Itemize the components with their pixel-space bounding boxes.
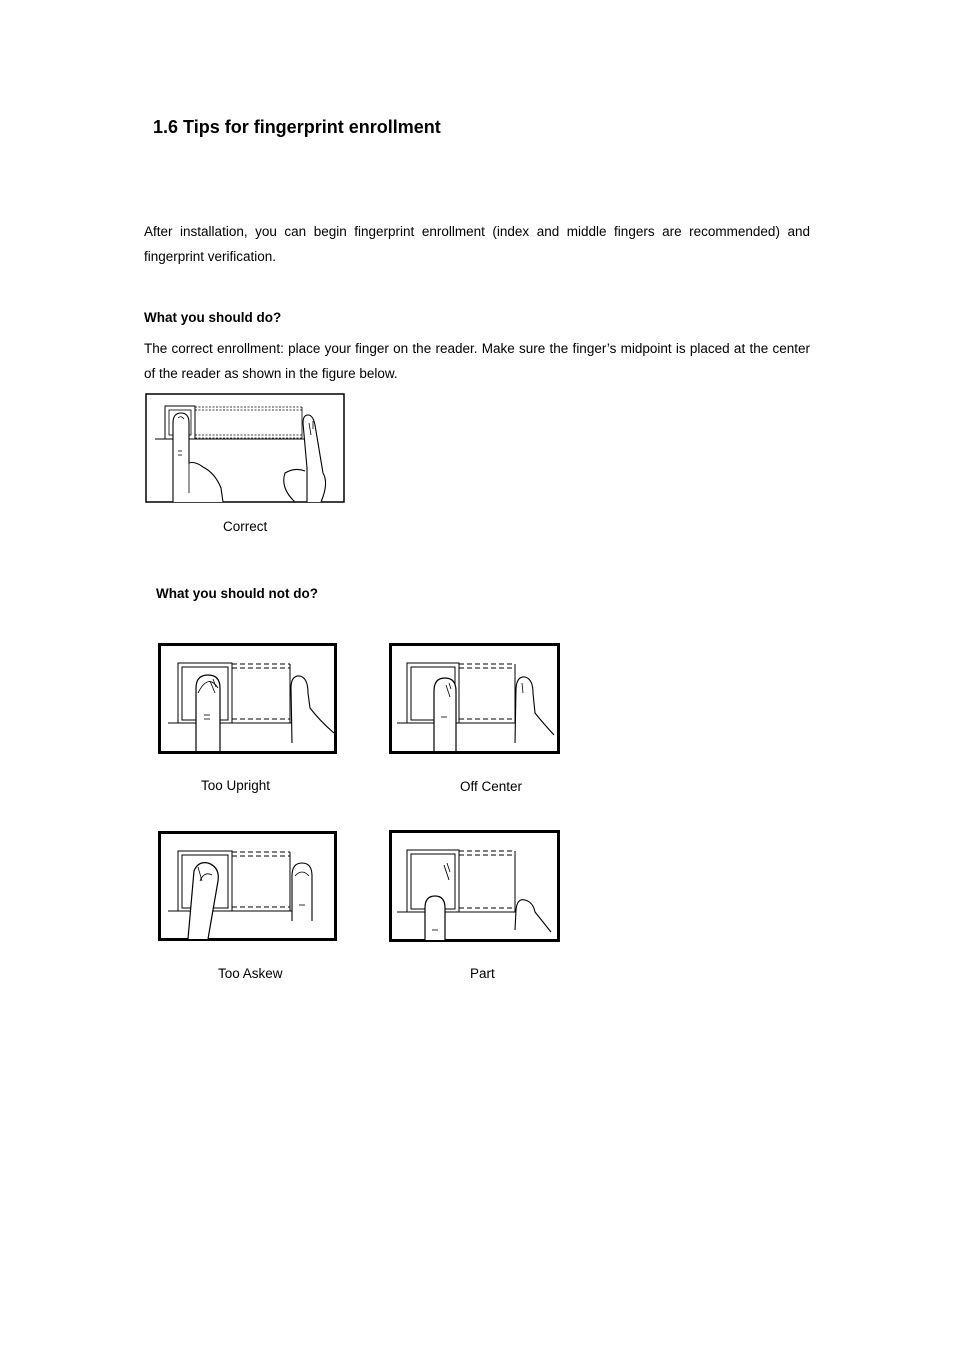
off-center-caption: Off Center [460,779,523,794]
dont-heading: What you should not do? [156,586,318,601]
fingerprint-reader-correct-illustration [145,393,345,503]
correct-figure [145,393,345,503]
too-askew-figure [158,831,337,941]
too-upright-caption: Too Upright [201,778,271,793]
too-upright-figure [158,643,337,754]
off-center-figure [389,643,560,754]
fingerprint-reader-off-center-illustration [389,643,560,754]
too-askew-caption: Too Askew [218,966,283,981]
do-paragraph: The correct enrollment: place your finger on the reader. Make sure the finger’s midpoint is placed at the center of the reader as shown in the figure below. [144,341,810,381]
intro-paragraph: After installation, you can begin fingerprint enrollment (index and middle fingers are recommended) and fingerprint verification. [144,224,810,264]
fingerprint-reader-too-askew-illustration [158,831,337,941]
correct-caption: Correct [223,519,268,534]
do-heading: What you should do? [144,310,282,325]
fingerprint-reader-too-upright-illustration [158,643,337,754]
part-figure [389,830,560,942]
page-title: 1.6 Tips for fingerprint enrollment [153,117,441,137]
fingerprint-reader-part-illustration [389,830,560,942]
part-caption: Part [470,966,495,981]
